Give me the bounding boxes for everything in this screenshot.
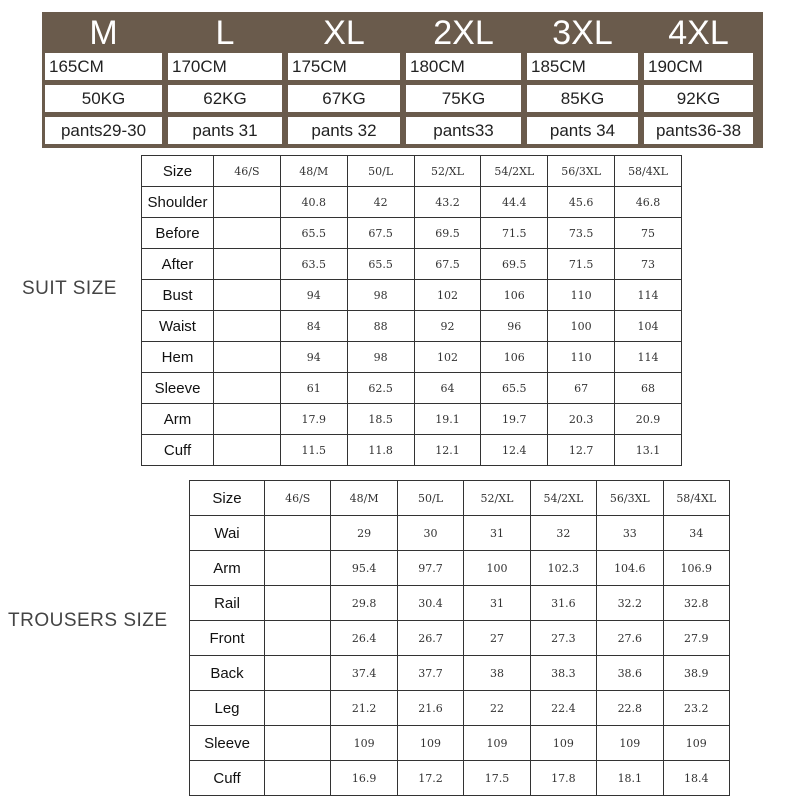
measurement-label: Arm xyxy=(142,404,214,435)
table-row xyxy=(190,656,730,691)
measurement-value: 65.5 xyxy=(280,218,347,249)
measurement-value: 44.4 xyxy=(481,187,548,218)
measurement-value: 38.9 xyxy=(663,656,729,691)
size-label: L xyxy=(215,14,235,52)
pants-cell: pants33 xyxy=(406,117,521,144)
measurement-value: 17.5 xyxy=(464,761,530,796)
table-row xyxy=(142,249,682,280)
measurement-value: 22 xyxy=(464,691,530,726)
measurement-value: 20.9 xyxy=(615,404,682,435)
measurement-value: 37.7 xyxy=(397,656,463,691)
measurement-value xyxy=(214,218,281,249)
measurement-label: Front xyxy=(190,621,265,656)
measurement-value: 43.2 xyxy=(414,187,481,218)
measurement-value: 21.2 xyxy=(331,691,397,726)
measurement-value: 95.4 xyxy=(331,551,397,586)
measurement-value xyxy=(214,435,281,466)
measurement-value: 94 xyxy=(280,280,347,311)
table-header-row xyxy=(142,156,682,187)
measurement-value xyxy=(265,691,331,726)
measurement-value: 13.1 xyxy=(615,435,682,466)
measurement-value xyxy=(265,586,331,621)
measurement-value: 20.3 xyxy=(548,404,615,435)
measurement-value: 84 xyxy=(280,311,347,342)
measurement-value: 22.8 xyxy=(597,691,663,726)
measurement-value xyxy=(265,761,331,796)
measurement-value: 26.7 xyxy=(397,621,463,656)
table-row xyxy=(142,187,682,218)
measurement-value: 17.8 xyxy=(530,761,596,796)
measurement-value: 69.5 xyxy=(481,249,548,280)
table-row xyxy=(190,586,730,621)
measurement-value: 31 xyxy=(464,516,530,551)
table-row xyxy=(142,435,682,466)
measurement-value xyxy=(265,656,331,691)
size-label: 2XL xyxy=(433,14,494,52)
measurement-value: 45.6 xyxy=(548,187,615,218)
measurement-label: Shoulder xyxy=(142,187,214,218)
weight-cell: 50KG xyxy=(45,85,162,112)
measurement-value: 29 xyxy=(331,516,397,551)
size-column-header: 46/S xyxy=(214,156,281,187)
measurement-value: 98 xyxy=(347,280,414,311)
pants-cell: pants 31 xyxy=(168,117,282,144)
measurement-value: 100 xyxy=(548,311,615,342)
pants-cell: pants36-38 xyxy=(644,117,753,144)
suit-size-label: SUIT SIZE xyxy=(22,278,117,299)
measurement-value: 114 xyxy=(615,280,682,311)
measurement-value: 16.9 xyxy=(331,761,397,796)
measurement-label: Cuff xyxy=(142,435,214,466)
measurement-value: 29.8 xyxy=(331,586,397,621)
measurement-value xyxy=(214,373,281,404)
size-column-header: 50/L xyxy=(347,156,414,187)
measurement-value: 75 xyxy=(615,218,682,249)
measurement-label: Before xyxy=(142,218,214,249)
measurement-label: Back xyxy=(190,656,265,691)
size-chart xyxy=(42,12,763,148)
measurement-value: 38 xyxy=(464,656,530,691)
pants-cell: pants 32 xyxy=(288,117,400,144)
height-cell: 165CM xyxy=(45,53,162,80)
measurement-value: 30.4 xyxy=(397,586,463,621)
measurement-value: 65.5 xyxy=(481,373,548,404)
measurement-value: 109 xyxy=(331,726,397,761)
height-cell: 190CM xyxy=(644,53,753,80)
size-header-cell: Size xyxy=(190,481,265,516)
table-row xyxy=(190,726,730,761)
measurement-value: 32.8 xyxy=(663,586,729,621)
height-cell: 170CM xyxy=(168,53,282,80)
measurement-value: 38.3 xyxy=(530,656,596,691)
measurement-value: 12.4 xyxy=(481,435,548,466)
measurement-value xyxy=(265,516,331,551)
measurement-value: 96 xyxy=(481,311,548,342)
measurement-value: 104 xyxy=(615,311,682,342)
measurement-value: 27.6 xyxy=(597,621,663,656)
measurement-value: 38.6 xyxy=(597,656,663,691)
measurement-value: 109 xyxy=(464,726,530,761)
table-row xyxy=(142,280,682,311)
weight-cell: 67KG xyxy=(288,85,400,112)
table-row xyxy=(190,761,730,796)
measurement-value xyxy=(265,726,331,761)
weight-cell: 85KG xyxy=(527,85,638,112)
size-column-header: 56/3XL xyxy=(597,481,663,516)
size-column-header: 52/XL xyxy=(414,156,481,187)
measurement-value: 19.7 xyxy=(481,404,548,435)
measurement-value: 33 xyxy=(597,516,663,551)
size-column-header: 52/XL xyxy=(464,481,530,516)
measurement-value: 73 xyxy=(615,249,682,280)
measurement-value: 11.5 xyxy=(280,435,347,466)
weight-cell: 92KG xyxy=(644,85,753,112)
measurement-value: 104.6 xyxy=(597,551,663,586)
measurement-value: 98 xyxy=(347,342,414,373)
measurement-value: 102.3 xyxy=(530,551,596,586)
size-column-header: 48/M xyxy=(280,156,347,187)
measurement-value: 110 xyxy=(548,280,615,311)
table-row xyxy=(142,218,682,249)
measurement-value: 71.5 xyxy=(481,218,548,249)
measurement-label: Wai xyxy=(190,516,265,551)
measurement-value xyxy=(214,280,281,311)
table-row xyxy=(190,551,730,586)
size-column-header: 46/S xyxy=(265,481,331,516)
measurement-value: 46.8 xyxy=(615,187,682,218)
size-column-header: 54/2XL xyxy=(481,156,548,187)
size-column-header: 56/3XL xyxy=(548,156,615,187)
measurement-label: Bust xyxy=(142,280,214,311)
measurement-value: 31 xyxy=(464,586,530,621)
weight-cell: 62KG xyxy=(168,85,282,112)
measurement-value: 97.7 xyxy=(397,551,463,586)
measurement-value: 17.2 xyxy=(397,761,463,796)
measurement-value: 106 xyxy=(481,280,548,311)
measurement-value: 109 xyxy=(397,726,463,761)
measurement-value: 68 xyxy=(615,373,682,404)
size-column-header: 58/4XL xyxy=(663,481,729,516)
measurement-value: 18.4 xyxy=(663,761,729,796)
measurement-value: 67.5 xyxy=(414,249,481,280)
pants-cell: pants 34 xyxy=(527,117,638,144)
measurement-value: 30 xyxy=(397,516,463,551)
measurement-value: 32.2 xyxy=(597,586,663,621)
measurement-value: 102 xyxy=(414,342,481,373)
measurement-value: 67.5 xyxy=(347,218,414,249)
measurement-value: 63.5 xyxy=(280,249,347,280)
measurement-value xyxy=(265,621,331,656)
measurement-value: 106.9 xyxy=(663,551,729,586)
measurement-value: 32 xyxy=(530,516,596,551)
pants-cell: pants29-30 xyxy=(45,117,162,144)
measurement-value: 94 xyxy=(280,342,347,373)
measurement-value: 62.5 xyxy=(347,373,414,404)
measurement-value: 18.1 xyxy=(597,761,663,796)
measurement-label: Arm xyxy=(190,551,265,586)
size-label: 4XL xyxy=(668,14,729,52)
measurement-value: 92 xyxy=(414,311,481,342)
measurement-value: 69.5 xyxy=(414,218,481,249)
measurement-value: 12.7 xyxy=(548,435,615,466)
measurement-value: 73.5 xyxy=(548,218,615,249)
measurement-value: 109 xyxy=(530,726,596,761)
measurement-value: 31.6 xyxy=(530,586,596,621)
measurement-value: 106 xyxy=(481,342,548,373)
measurement-value xyxy=(214,249,281,280)
measurement-value: 23.2 xyxy=(663,691,729,726)
measurement-label: Waist xyxy=(142,311,214,342)
height-cell: 185CM xyxy=(527,53,638,80)
size-column-header: 54/2XL xyxy=(530,481,596,516)
measurement-label: Hem xyxy=(142,342,214,373)
measurement-value: 17.9 xyxy=(280,404,347,435)
measurement-value: 37.4 xyxy=(331,656,397,691)
measurement-value: 27.3 xyxy=(530,621,596,656)
measurement-value: 21.6 xyxy=(397,691,463,726)
table-row xyxy=(142,373,682,404)
table-row xyxy=(142,342,682,373)
table-row xyxy=(142,311,682,342)
trousers-size-table xyxy=(189,480,730,796)
measurement-value: 18.5 xyxy=(347,404,414,435)
table-row xyxy=(190,516,730,551)
measurement-label: Leg xyxy=(190,691,265,726)
size-column-header: 58/4XL xyxy=(615,156,682,187)
trousers-size-label: TROUSERS SIZE xyxy=(8,610,168,631)
measurement-value: 42 xyxy=(347,187,414,218)
measurement-value: 12.1 xyxy=(414,435,481,466)
measurement-value: 109 xyxy=(663,726,729,761)
size-column-header: 48/M xyxy=(331,481,397,516)
table-header-row xyxy=(190,481,730,516)
measurement-value: 88 xyxy=(347,311,414,342)
table-row xyxy=(190,621,730,656)
weight-cell: 75KG xyxy=(406,85,521,112)
height-cell: 175CM xyxy=(288,53,400,80)
measurement-value: 19.1 xyxy=(414,404,481,435)
size-label: 3XL xyxy=(552,14,613,52)
height-cell: 180CM xyxy=(406,53,521,80)
measurement-value: 40.8 xyxy=(280,187,347,218)
measurement-value xyxy=(214,404,281,435)
measurement-label: Sleeve xyxy=(190,726,265,761)
measurement-value: 26.4 xyxy=(331,621,397,656)
measurement-value xyxy=(214,187,281,218)
table-row xyxy=(142,404,682,435)
measurement-value: 65.5 xyxy=(347,249,414,280)
measurement-value: 100 xyxy=(464,551,530,586)
measurement-label: After xyxy=(142,249,214,280)
size-header-cell: Size xyxy=(142,156,214,187)
measurement-value xyxy=(265,551,331,586)
measurement-label: Rail xyxy=(190,586,265,621)
measurement-value xyxy=(214,311,281,342)
measurement-label: Cuff xyxy=(190,761,265,796)
measurement-value: 34 xyxy=(663,516,729,551)
measurement-value: 109 xyxy=(597,726,663,761)
measurement-value xyxy=(214,342,281,373)
measurement-value: 110 xyxy=(548,342,615,373)
measurement-value: 102 xyxy=(414,280,481,311)
measurement-value: 11.8 xyxy=(347,435,414,466)
table-row xyxy=(190,691,730,726)
size-label: XL xyxy=(323,14,365,52)
measurement-label: Sleeve xyxy=(142,373,214,404)
size-column-header: 50/L xyxy=(397,481,463,516)
measurement-value: 27.9 xyxy=(663,621,729,656)
measurement-value: 67 xyxy=(548,373,615,404)
measurement-value: 64 xyxy=(414,373,481,404)
measurement-value: 27 xyxy=(464,621,530,656)
measurement-value: 61 xyxy=(280,373,347,404)
measurement-value: 114 xyxy=(615,342,682,373)
measurement-value: 71.5 xyxy=(548,249,615,280)
suit-size-table xyxy=(141,155,682,466)
size-label: M xyxy=(89,14,118,52)
measurement-value: 22.4 xyxy=(530,691,596,726)
